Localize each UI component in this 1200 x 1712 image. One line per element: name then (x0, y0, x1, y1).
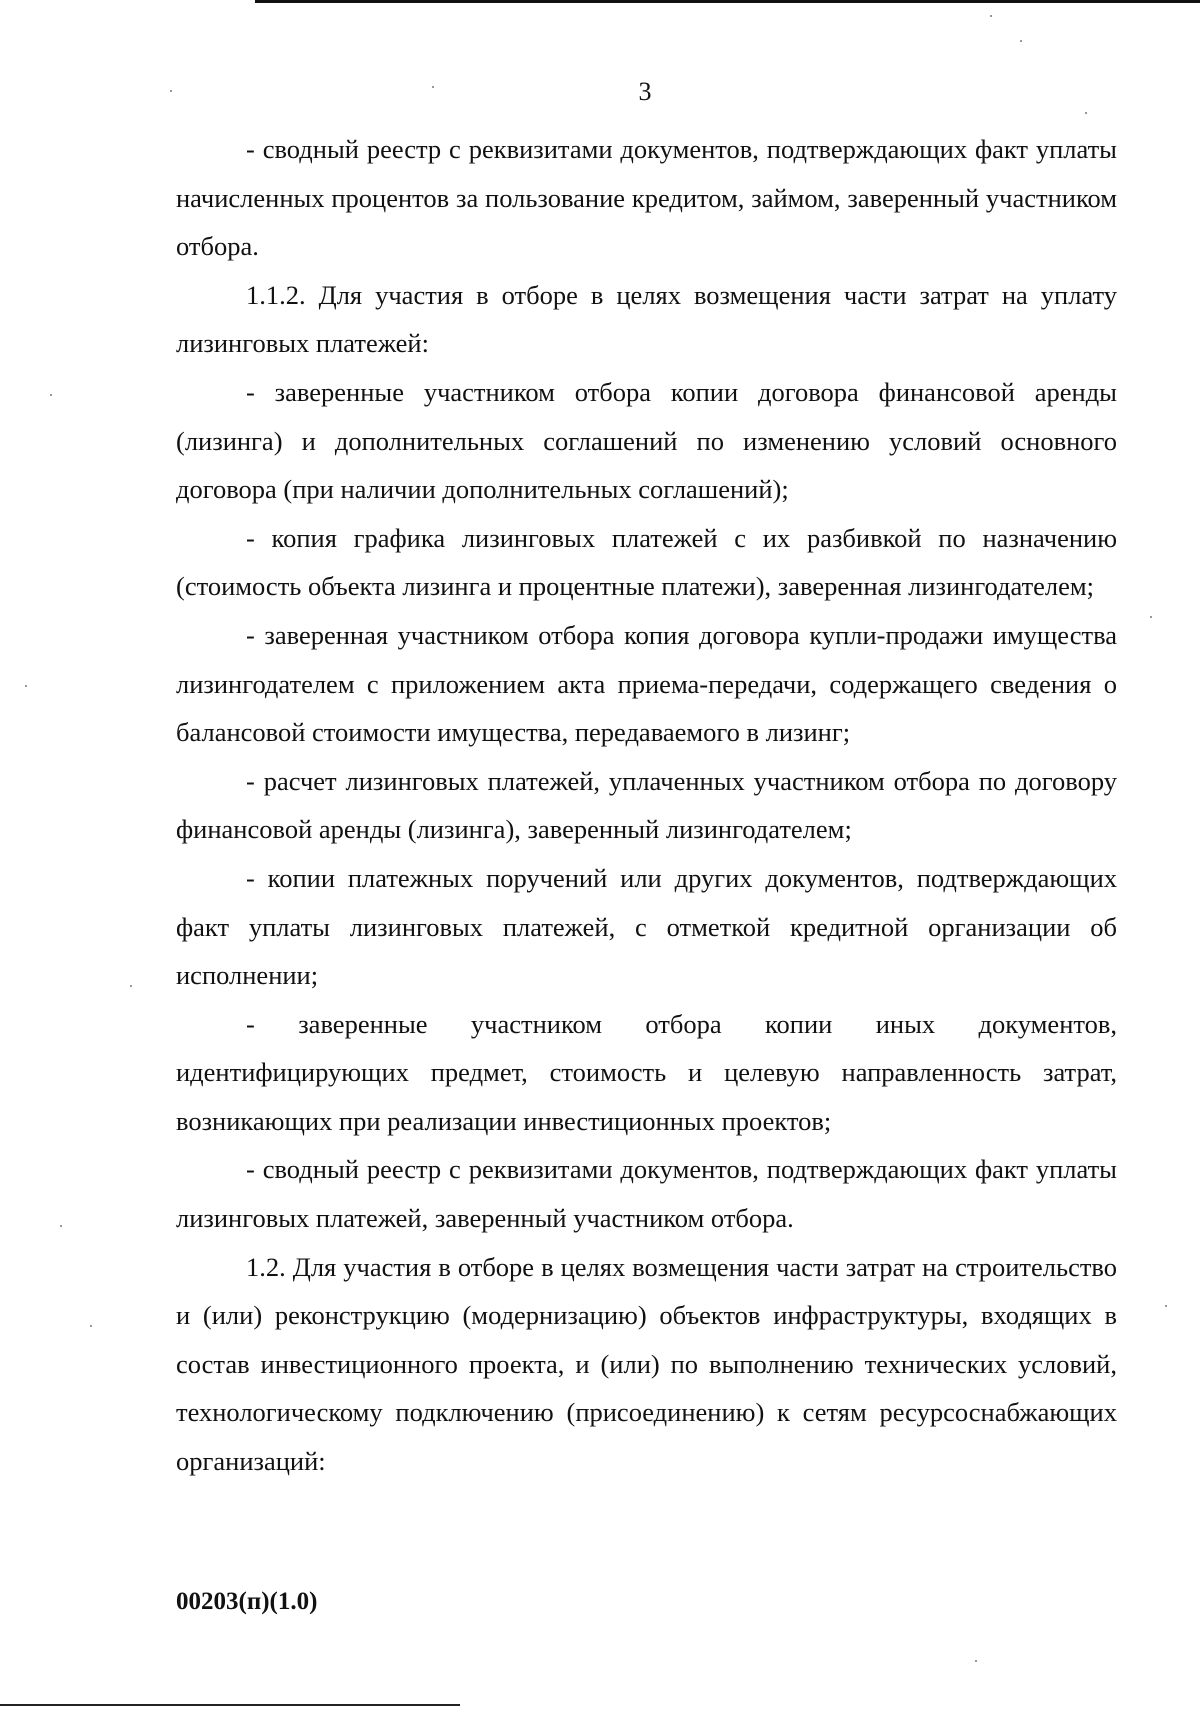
scan-speck (432, 86, 434, 88)
paragraph-consolidated-register-interest: - сводный реестр с реквизитами документов, подтверждающих факт уплаты начисленных процентов за пользование кредитом, займом, заверенный участником отбора. (176, 134, 1117, 262)
paragraph-purchase-contract: - заверенная участником отбора копия договора купли-продажи имущества лизингодателем с приложением акта приема-передачи, содержащего сведения о балансовой стоимости имущества, передаваемого в лизинг; (176, 619, 1117, 748)
paragraph-consolidated-register-lease: - сводный реестр с реквизитами документов, подтверждающих факт уплаты лизинговых платежей, заверенный участником отбора. (176, 1154, 1117, 1234)
paragraph-section-1-2: 1.2. Для участия в отборе в целях возмещения части затрат на строительство и (или) реконструкцию (модернизацию) объектов инфраструктуры, входящих в состав инвестиционного проекта, и (или) по выполнению технических условий, технологическому подключению (присоединению) к сетям ресурсоснабжающих организаций: (176, 1251, 1117, 1477)
bottom-border-line (0, 1704, 460, 1706)
paragraph-lease-contract-copies: - заверенные участником отбора копии договора финансовой аренды (лизинга) и дополнительных соглашений по изменению условий основного договора (при наличии дополнительных соглашений); (176, 376, 1117, 505)
scan-speck (975, 1660, 977, 1662)
scan-speck (60, 1225, 62, 1227)
paragraph-lease-payment-schedule: - копия графика лизинговых платежей с их разбивкой по назначению (стоимость объекта лизинга и процентные платежи), заверенная лизингодателем; (176, 522, 1117, 602)
scan-speck (1150, 616, 1152, 618)
paragraph-payment-orders: - копии платежных поручений или других документов, подтверждающих факт уплаты лизинговых платежей, с отметкой кредитной организации об исполнении; (176, 862, 1117, 991)
scan-speck (1165, 1305, 1167, 1307)
paragraph-other-documents: - заверенные участником отбора копии иных документов, идентифицирующих предмет, стоимость и целевую направленность затрат, возникающих при реализации инвестиционных проектов; (176, 1008, 1117, 1136)
scan-speck (90, 1325, 92, 1327)
document-body (176, 125, 1117, 1486)
scan-speck (1085, 112, 1087, 114)
scan-speck (1020, 40, 1022, 42)
document-code: 00203(п)(1.0) (176, 1588, 318, 1615)
scan-speck (25, 685, 27, 687)
paragraph-section-1-1-2: 1.1.2. Для участия в отборе в целях возмещения части затрат на уплату лизинговых платежей: (176, 279, 1117, 359)
scan-speck (990, 15, 992, 17)
scan-speck (130, 985, 132, 987)
scan-speck (170, 90, 172, 92)
scan-speck (50, 394, 52, 396)
paragraph-lease-payment-calculation: - расчет лизинговых платежей, уплаченных участником отбора по договору финансовой аренды (лизинга), заверенный лизингодателем; (176, 765, 1117, 845)
page-number: 3 (638, 77, 652, 106)
top-border-line (255, 0, 1200, 3)
